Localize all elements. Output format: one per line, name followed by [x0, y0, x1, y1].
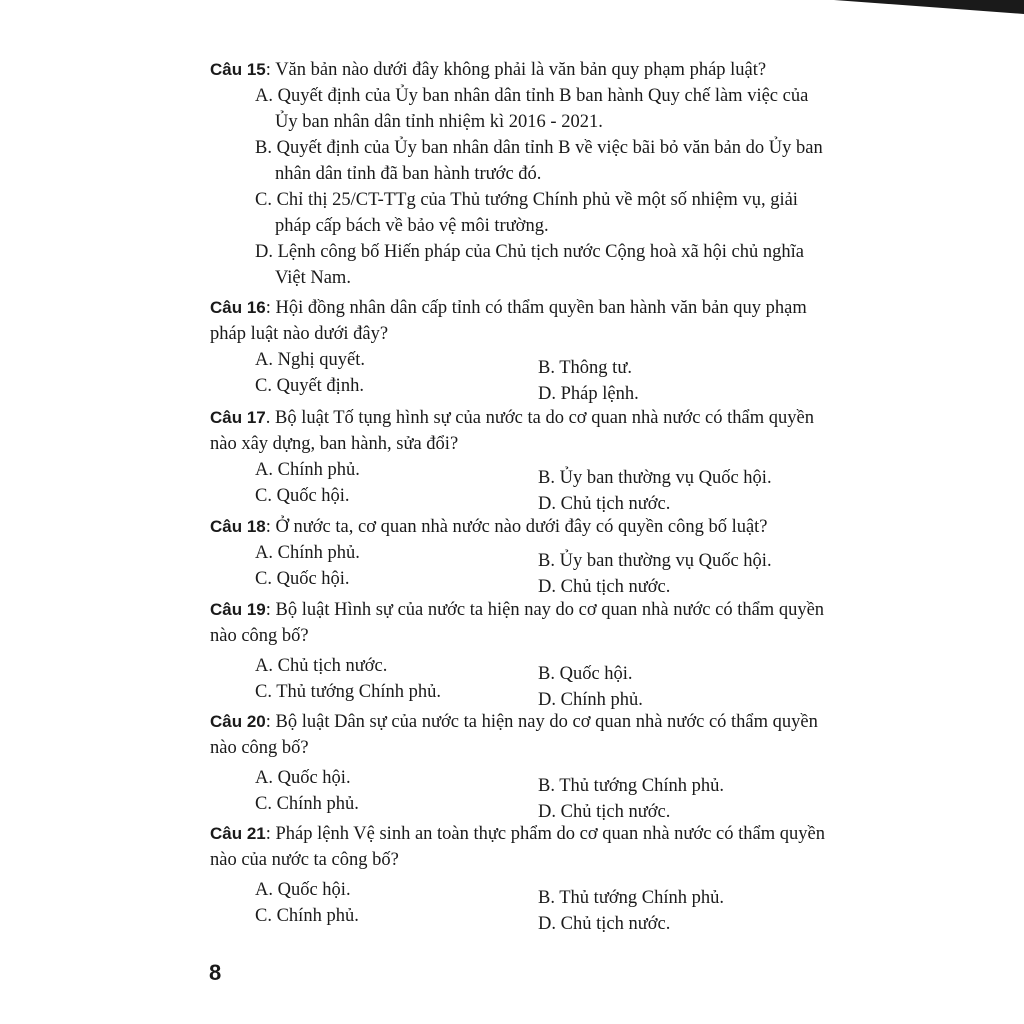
question-number: Câu 19: [210, 600, 266, 619]
question-19: [210, 597, 830, 710]
options-row: [255, 653, 830, 684]
option-a: A. Nghị quyết.: [255, 350, 365, 370]
options-row: [255, 679, 830, 710]
option-d: D. Chính phủ.: [538, 690, 643, 710]
question-18: [210, 514, 830, 597]
question-text: Câu 21: Pháp lệnh Vệ sinh an toàn thực phẩm do cơ quan nhà nước có thẩm quyền nào của nước ta công bố?: [210, 824, 825, 870]
option-d: D. Chủ tịch nước.: [538, 494, 671, 514]
question-number: Câu 21: [210, 824, 266, 843]
option-b: B. Quyết định của Ủy ban nhân dân tỉnh B về việc bãi bỏ văn bản do Ủy ban nhân dân tỉnh đã ban hành trước đó.: [255, 138, 823, 184]
question-20: [210, 709, 830, 822]
option-c: C. Quốc hội.: [255, 569, 350, 589]
options-row: [255, 765, 830, 796]
question-21: [210, 821, 830, 934]
option-b: B. Ủy ban thường vụ Quốc hội.: [538, 551, 772, 571]
page-number: 8: [209, 960, 222, 985]
option-b: B. Ủy ban thường vụ Quốc hội.: [538, 468, 772, 488]
question-number: Câu 15: [210, 60, 266, 79]
option-d: D. Chủ tịch nước.: [538, 577, 671, 597]
option-c: C. Chính phủ.: [255, 906, 359, 926]
option-d: D. Pháp lệnh.: [538, 384, 639, 404]
question-number: Câu 17: [210, 408, 266, 427]
question-number: Câu 18: [210, 517, 266, 536]
options-row: [255, 347, 830, 378]
question-text: Câu 18: Ở nước ta, cơ quan nhà nước nào dưới đây có quyền công bố luật?: [210, 517, 768, 537]
option-a: A. Chủ tịch nước.: [255, 656, 388, 676]
corner-mark: [834, 0, 1024, 14]
options-row: [255, 483, 830, 514]
option-c: C. Quốc hội.: [255, 486, 350, 506]
option-a: A. Chính phủ.: [255, 543, 360, 563]
question-text: Câu 20: Bộ luật Dân sự của nước ta hiện nay do cơ quan nhà nước có thẩm quyền nào công bố?: [210, 712, 818, 758]
question-number: Câu 20: [210, 712, 266, 731]
options-row: [255, 540, 830, 571]
question-text: Câu 17. Bộ luật Tố tụng hình sự của nước ta do cơ quan nhà nước có thẩm quyền nào xây dựng, ban hành, sửa đổi?: [210, 408, 814, 454]
options-row: [255, 791, 830, 822]
option-d: D. Lệnh công bố Hiến pháp của Chủ tịch nước Cộng hoà xã hội chủ nghĩa Việt Nam.: [255, 242, 804, 288]
option-a: A. Quyết định của Ủy ban nhân dân tỉnh B ban hành Quy chế làm việc của Ủy ban nhân dân tỉnh nhiệm kì 2016 - 2021.: [255, 86, 809, 132]
options-row: [255, 903, 830, 934]
option-a: A. Quốc hội.: [255, 880, 351, 900]
options-row: [255, 566, 830, 597]
question-text: Câu 15: Văn bản nào dưới đây không phải là văn bản quy phạm pháp luật?: [210, 60, 767, 80]
option-a: A. Chính phủ.: [255, 460, 360, 480]
question-15: [210, 57, 830, 291]
option-c: C. Chính phủ.: [255, 794, 359, 814]
option-d: D. Chủ tịch nước.: [538, 914, 671, 934]
options-row: [255, 877, 830, 908]
option-a: A. Quốc hội.: [255, 768, 351, 788]
question-17: [210, 405, 830, 514]
option-b: B. Thủ tướng Chính phủ.: [538, 888, 724, 908]
option-c: C. Quyết định.: [255, 376, 364, 396]
option-b: B. Quốc hội.: [538, 664, 633, 684]
option-b: B. Thủ tướng Chính phủ.: [538, 776, 724, 796]
options-row: [255, 457, 830, 488]
question-16: [210, 295, 830, 404]
question-number: Câu 16: [210, 298, 266, 317]
option-b: B. Thông tư.: [538, 358, 632, 378]
question-text: Câu 19: Bộ luật Hình sự của nước ta hiện nay do cơ quan nhà nước có thẩm quyền nào công bố?: [210, 600, 825, 646]
options-row: [255, 373, 830, 404]
option-d: D. Chủ tịch nước.: [538, 802, 671, 822]
question-text: Câu 16: Hội đồng nhân dân cấp tỉnh có thẩm quyền ban hành văn bản quy phạm pháp luật nào dưới đây?: [210, 298, 807, 344]
option-c: C. Chỉ thị 25/CT-TTg của Thủ tướng Chính phủ về một số nhiệm vụ, giải pháp cấp bách về bảo vệ môi trường.: [255, 190, 798, 236]
option-c: C. Thủ tướng Chính phủ.: [255, 682, 441, 702]
